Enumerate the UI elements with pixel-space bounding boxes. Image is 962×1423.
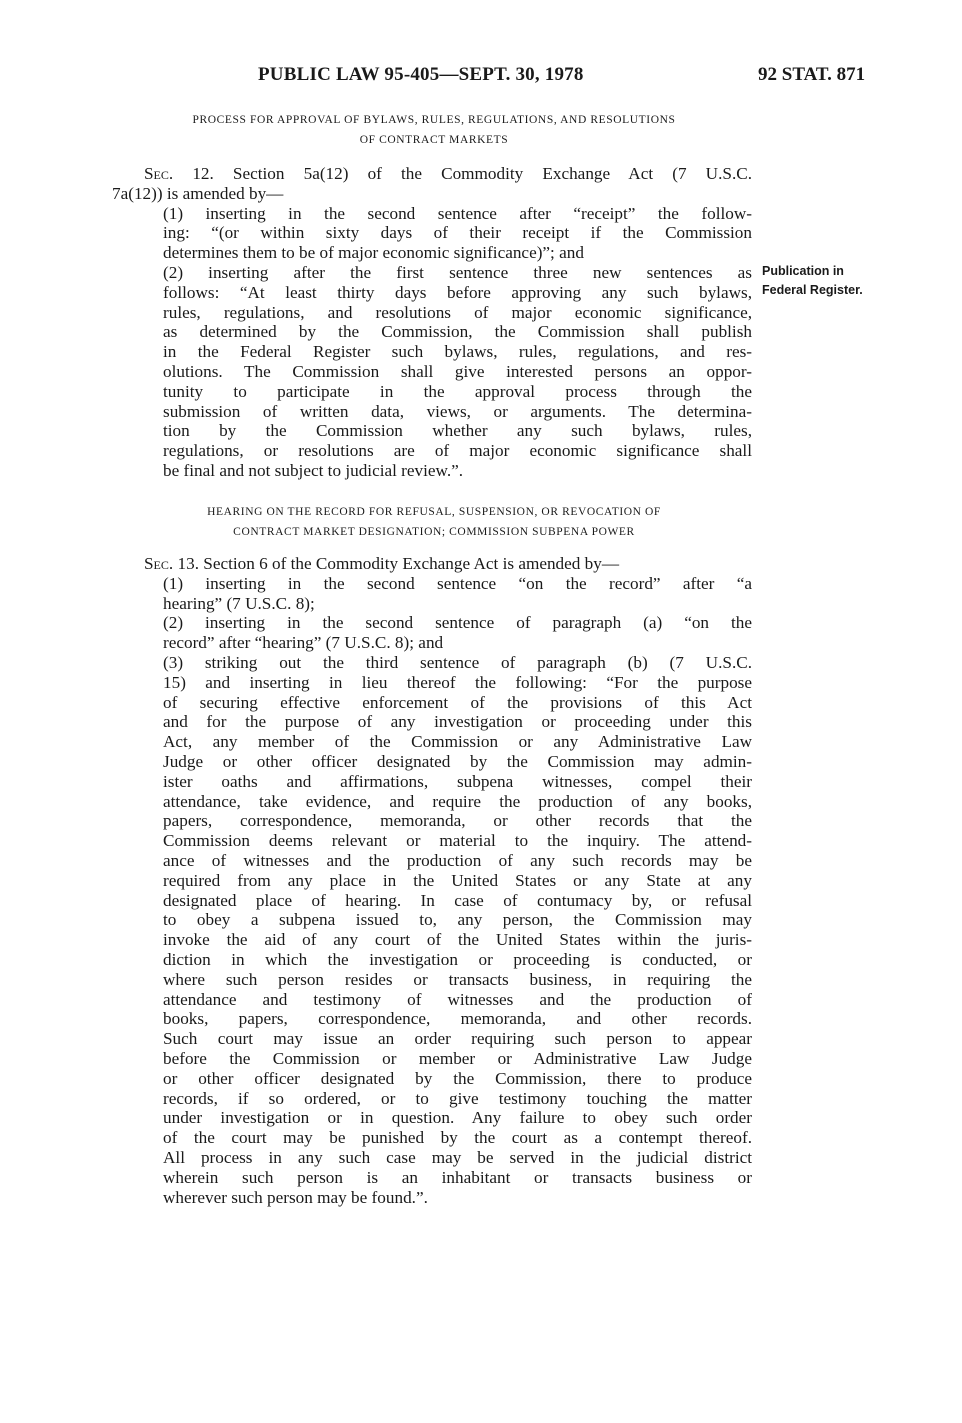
body-line: (2) inserting after the first sentence three new sentences as [163, 262, 752, 282]
section-12-body [112, 164, 752, 481]
body-line: rules, regulations, and resolutions of major economic significance, [163, 302, 752, 322]
body-line: required from any place in the United States or any State at any [163, 870, 752, 890]
heading-line: OF CONTRACT MARKETS [359, 134, 509, 146]
body-line: 7a(12)) is amended by— [112, 183, 284, 203]
section-label: Sec. [144, 164, 174, 183]
body-line: ing: “(or within sixty days of their receipt if the Commission [163, 223, 752, 243]
body-line: (1) inserting in the second sentence after “receipt” the follow- [163, 203, 752, 223]
body-line: as determined by the Commission, the Commission shall publish [163, 322, 752, 342]
body-line: be final and not subject to judicial review.”. [163, 460, 464, 480]
section-13-body [112, 554, 752, 1207]
body-line: records, if so ordered, or to give testimony touching the matter [163, 1088, 752, 1108]
margin-note-line: Federal Register. [762, 283, 863, 297]
body-line: hearing” (7 U.S.C. 8); [163, 593, 315, 613]
body-line: in the Federal Register such bylaws, rules, regulations, and res- [163, 342, 752, 362]
body-line: (2) inserting in the second sentence of paragraph (a) “on the [163, 613, 752, 633]
body-line: diction in which the investigation or proceeding is conducted, or [163, 949, 752, 969]
body-line: before the Commission or member or Administrative Law Judge [163, 1048, 752, 1068]
body-line: (1) inserting in the second sentence “on the record” after “a [163, 573, 752, 593]
body-line: and for the purpose of any investigation or proceeding under this [163, 712, 752, 732]
body-line: books, papers, correspondence, memoranda, and other records. [163, 1009, 752, 1029]
body-line: Sec. 13. Section 6 of the Commodity Exchange Act is amended by— [144, 554, 620, 573]
body-line: determines them to be of major economic significance)”; and [163, 243, 584, 263]
body-line: where such person resides or transacts business, in requiring the [163, 969, 752, 989]
body-line: Such court may issue an order requiring such person to appear [163, 1029, 752, 1049]
body-line: or other officer designated by the Commission, there to produce [163, 1068, 752, 1088]
heading-line: CONTRACT MARKET DESIGNATION; COMMISSION SUBPENA POWER [233, 526, 635, 538]
body-line: tunity to participate in the approval process through the [163, 381, 752, 401]
body-line: under investigation or in question. Any failure to obey such order [163, 1108, 752, 1128]
body-line: follows: “At least thirty days before approving any such bylaws, [163, 282, 752, 302]
body-line: of securing effective enforcement of the provisions of this Act [163, 692, 752, 712]
body-line: All process in any such case may be served in the judicial district [163, 1147, 752, 1167]
body-line: Commission deems relevant or material to the inquiry. The attend- [163, 831, 752, 851]
margin-note-line: Publication in [762, 264, 844, 278]
body-line: olutions. The Commission shall give interested persons an oppor- [163, 361, 752, 381]
body-line: of the court may be punished by the court as a contempt thereof. [163, 1128, 752, 1148]
body-line: wherever such person may be found.”. [163, 1187, 428, 1207]
body-line: Judge or other officer designated by the Commission may admin- [163, 751, 752, 771]
body-line: invoke the aid of any court of the United States within the juris- [163, 930, 752, 950]
body-line: regulations, or resolutions are of major economic significance shall [163, 441, 752, 461]
body-line: designated place of hearing. In case of contumacy by, or refusal [163, 890, 752, 910]
section-label: Sec. [144, 554, 174, 573]
body-line: papers, correspondence, memoranda, or other records that the [163, 811, 752, 831]
body-line: 15) and inserting in lieu thereof the following: “For the purpose [163, 672, 752, 692]
body-line: submission of written data, views, or arguments. The determina- [163, 401, 752, 421]
body-line: record” after “hearing” (7 U.S.C. 8); and [163, 633, 444, 653]
section-13-heading [118, 502, 750, 542]
body-line: wherein such person is an inhabitant or transacts business or [163, 1167, 752, 1187]
heading-line: HEARING ON THE RECORD FOR REFUSAL, SUSPENSION, OR REVOCATION OF [207, 506, 661, 518]
body-line: tion by the Commission whether any such bylaws, rules, [163, 421, 752, 441]
heading-line: PROCESS FOR APPROVAL OF BYLAWS, RULES, REGULATIONS, AND RESOLUTIONS [192, 114, 676, 126]
body-line: Act, any member of the Commission or any Administrative Law [163, 732, 752, 752]
page-header-title: PUBLIC LAW 95-405—SEPT. 30, 1978 [258, 64, 584, 85]
body-line: Sec. 12. Section 5a(12) of the Commodity Exchange Act (7 U.S.C. [144, 164, 752, 183]
body-line: (3) striking out the third sentence of paragraph (b) (7 U.S.C. [163, 652, 752, 672]
section-12-heading [118, 110, 750, 150]
body-line: to obey a subpena issued to, any person, the Commission may [163, 910, 752, 930]
body-line: ister oaths and affirmations, subpena witnesses, compel their [163, 771, 752, 791]
body-line: attendance, take evidence, and require the production of any books, [163, 791, 752, 811]
page-header-stat: 92 STAT. 871 [758, 64, 866, 85]
margin-note-publication [762, 262, 863, 300]
body-line: ance of witnesses and the production of any such records may be [163, 850, 752, 870]
body-line: attendance and testimony of witnesses and the production of [163, 989, 752, 1009]
